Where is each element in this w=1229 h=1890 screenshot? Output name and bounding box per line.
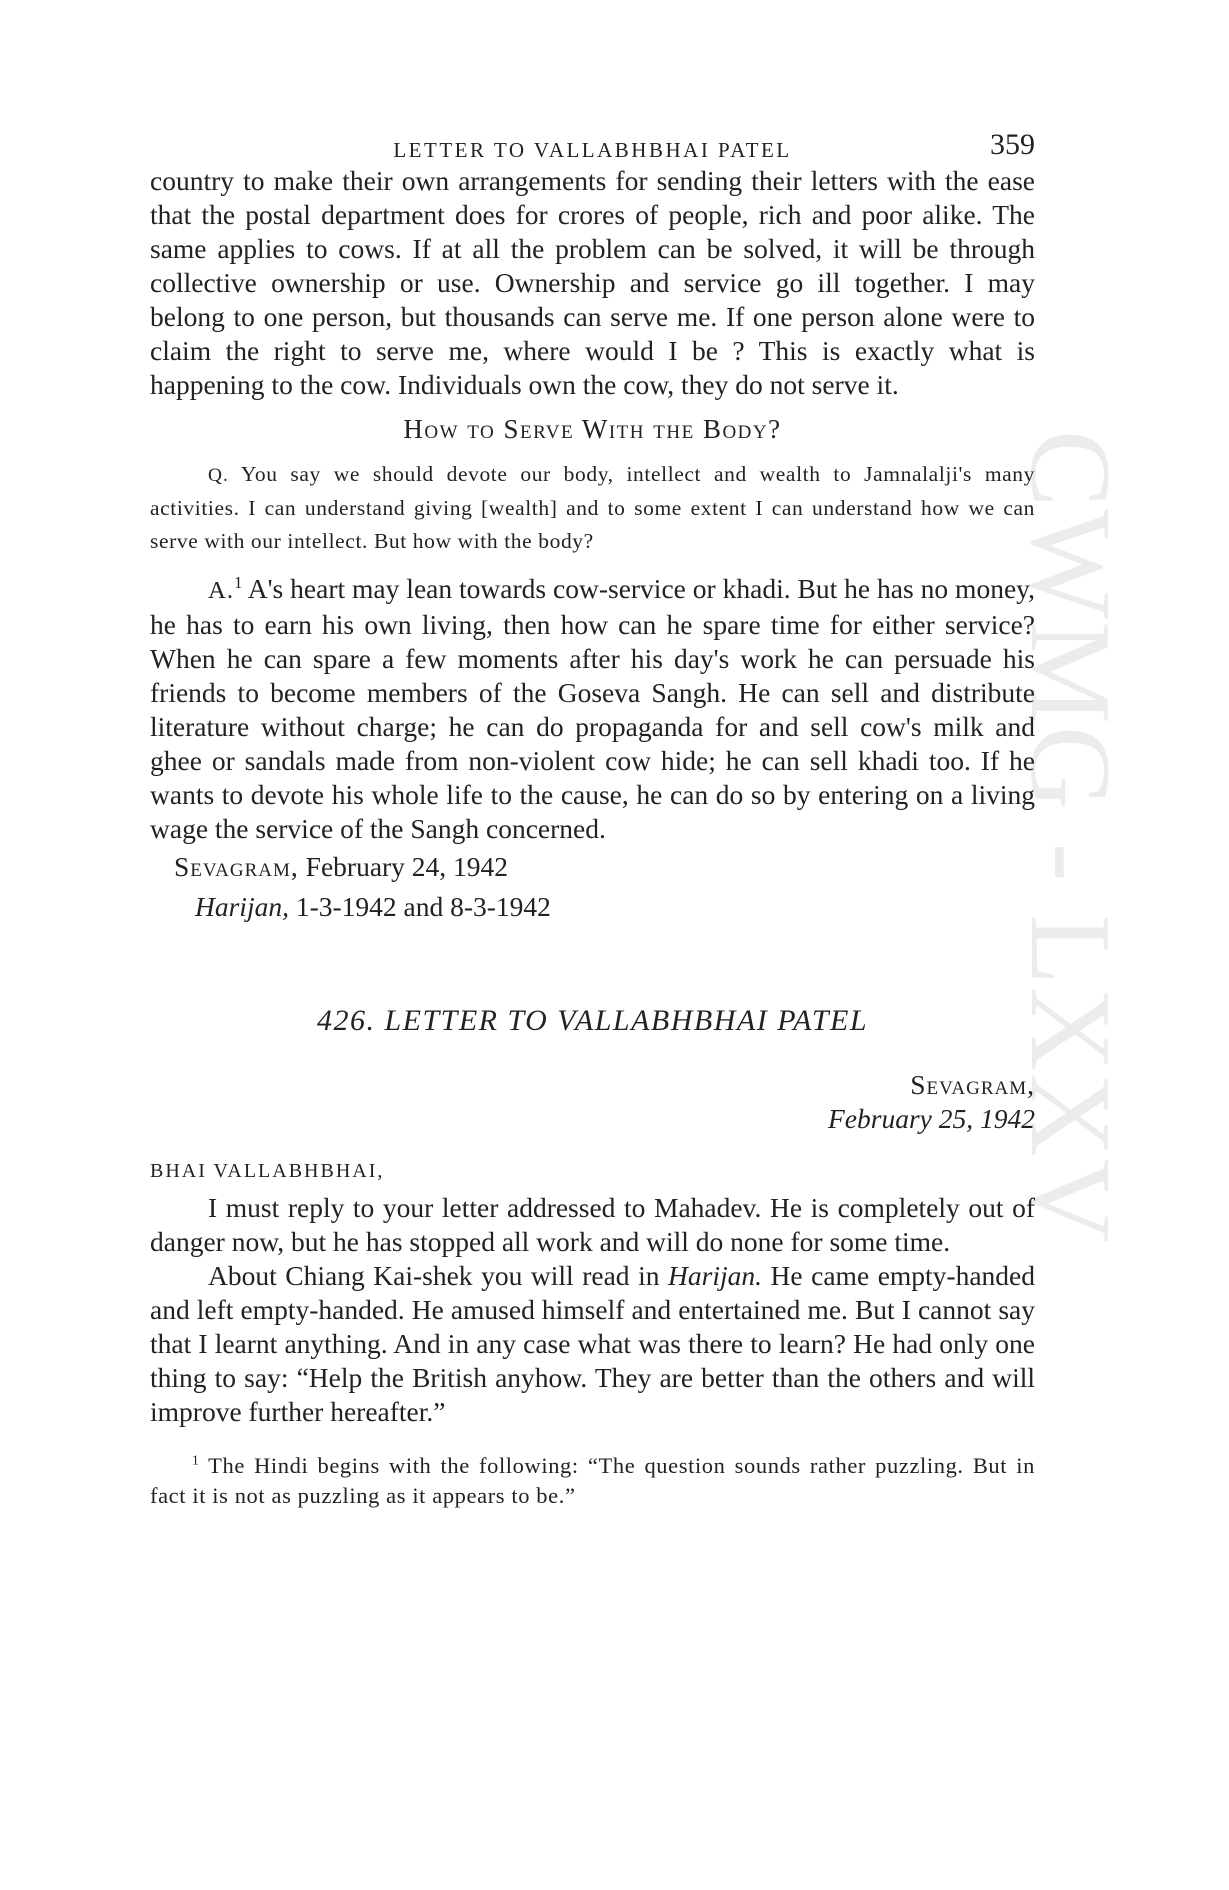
section-subheading: How to Serve With the Body? bbox=[403, 414, 782, 444]
signoff bbox=[150, 850, 1035, 884]
dateline-date: February 25, 1942 bbox=[828, 1103, 1035, 1134]
page-content bbox=[150, 128, 1035, 1511]
footnote-reference: 1 bbox=[234, 572, 243, 592]
footnote bbox=[150, 1451, 1035, 1511]
letter-paragraph-2 bbox=[150, 1259, 1035, 1429]
answer-label: A. bbox=[208, 577, 235, 604]
letter-dateline bbox=[150, 1068, 1035, 1136]
page-number: 359 bbox=[990, 128, 1035, 161]
footnote-marker: 1 bbox=[192, 1452, 200, 1468]
letter-title: 426. LETTER TO VALLABHBHAI PATEL bbox=[316, 1004, 869, 1037]
salutation: BHAI VALLABHBHAI, bbox=[150, 1160, 385, 1182]
watermark: CWMG - LXXV bbox=[1006, 430, 1134, 1245]
source-dates: 1-3-1942 and 8-3-1942 bbox=[295, 891, 551, 922]
question-paragraph bbox=[150, 458, 1035, 558]
footnote-text-line bbox=[150, 1451, 1035, 1511]
source-publication: Harijan, bbox=[195, 891, 289, 922]
signoff-date: February 24, 1942 bbox=[305, 851, 509, 882]
source-citation bbox=[150, 890, 1035, 924]
signoff-place: Sevagram, bbox=[174, 851, 299, 882]
running-head bbox=[150, 128, 1035, 164]
footnote-text: The Hindi begins with the following: “The question sounds rather puzzling. But in fact it is not as puzzling as it appears to be.” bbox=[150, 1453, 1035, 1508]
question-text: You say we should devote our body, intellect and wealth to Jamnalalji's many activities. I can understand giving [wealth] and to some extent I can understand how we can serve with our intellect. But how with the body? bbox=[150, 462, 1035, 553]
answer-text: A's heart may lean towards cow-service or khadi. But he has no money, he has to earn his own living, then how can he spare time for either service? When he can spare a few moments after his day's work he can persuade his friends to become members of the Goseva Sangh. He can sell and distribute literature without charge; he can do propaganda for and sell cow's milk and ghee or sandals made from non-violent cow hide; he can sell khadi too. If he wants to devote his whole life to the cause, he can do so by entering on a living wage the service of the Sangh concerned. bbox=[150, 573, 1035, 844]
dateline-place: Sevagram, bbox=[910, 1069, 1035, 1100]
running-head-title: LETTER TO VALLABHBHAI PATEL bbox=[393, 138, 792, 162]
paragraph-2-publication: Harijan. bbox=[668, 1260, 762, 1291]
answer-paragraph bbox=[150, 572, 1035, 846]
question-label: Q. bbox=[208, 465, 229, 486]
continuation-paragraph: country to make their own arrangements for sending their letters with the ease that the postal department does for crores of people, rich and poor alike. The same applies to cows. If at all the problem can be solved, it will be through collective ownership or use. Ownership and service go ill together. I may belong to one person, but thousands can serve me. If one person alone were to claim the right to serve me, where would I be ? This is exactly what is happening to the cow. Individuals own the cow, they do not serve it. bbox=[150, 165, 1035, 400]
paragraph-2-rest: He came empty-handed and left empty-handed. He amused himself and entertained me. But I cannot say that I learnt anything. And in any case what was there to learn? He had only one thing to say: “Help the British anyhow. They are better than the others and will improve further hereafter.” bbox=[150, 1260, 1035, 1427]
paragraph-2-start: About Chiang Kai-shek you will read in bbox=[208, 1260, 669, 1291]
letter-paragraph-1: I must reply to your letter addressed to Mahadev. He is completely out of danger now, but he has stopped all work and will do none for some time. bbox=[150, 1192, 1035, 1257]
